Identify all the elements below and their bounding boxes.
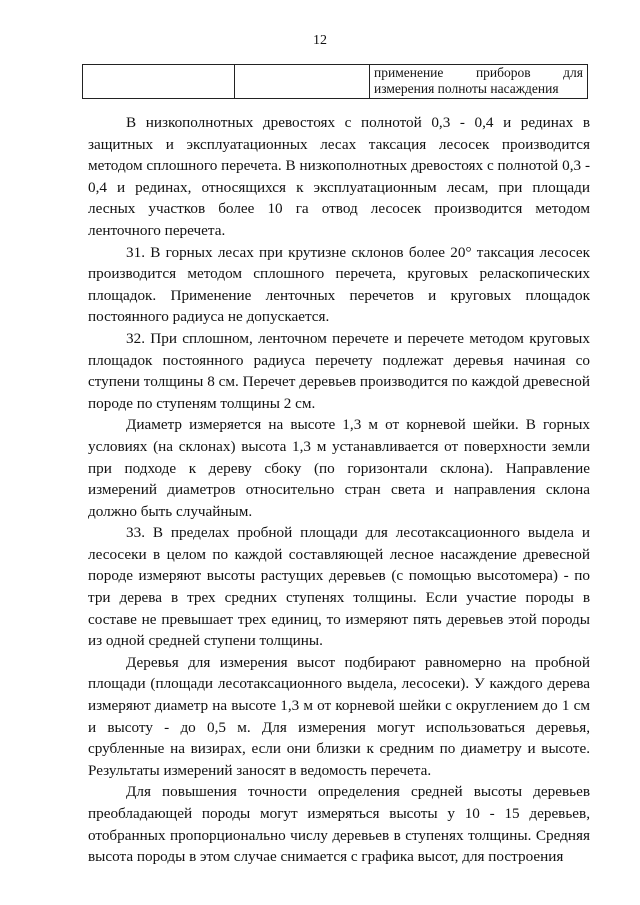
- table-row: [83, 65, 588, 99]
- table-cell-line: применение приборов для: [374, 65, 583, 80]
- table-cell-line: измерения полноты насаждения: [374, 81, 559, 96]
- continuation-table: [82, 64, 588, 99]
- page-number: 12: [313, 33, 327, 48]
- document-body: [88, 112, 590, 868]
- paragraph: В низкополнотных древостоях с полнотой 0,3 - 0,4 и рединах в защитных и эксплуатационных лесах таксация лесосек производится методом сплошного перечета. В низкополнотных древостоях с полнотой 0,3 - 0,4 и рединах, относящихся к эксплуатационным лесам, при площади лесных участков более 10 га отвод лесосек производится методом ленточного перечета.: [88, 114, 590, 239]
- table-cell-empty: [235, 65, 370, 99]
- table-cell-empty: [83, 65, 235, 99]
- paragraph: 31. В горных лесах при крутизне склонов более 20° таксация лесосек производится методом сплошного перечета, круговых реласкопических площадок. Применение ленточных перечетов и круговых площадок постоянного радиуса не допускается.: [88, 243, 590, 326]
- paragraph: 33. В пределах пробной площади для лесотаксационного выдела и лесосеки в целом по каждой составляющей лесное насаждение древесной породе измеряют высоты растущих деревьев (с помощью высотомера) - по три дерева в трех средних ступенях толщины. Если участие породы в составе не превышает трех единиц, то измеряют пять деревьев этой породы из одной средней ступени толщины.: [88, 524, 590, 650]
- paragraph: 32. При сплошном, ленточном перечете и перечете методом круговых площадок постоянного радиуса перечету подлежат деревья начиная со ступени толщины 8 см. Перечет деревьев производится по каждой древесной породе по ступеням толщины 2 см.: [88, 329, 590, 412]
- table-cell-text: [370, 65, 588, 99]
- paragraph: Для повышения точности определения средней высоты деревьев преобладающей породы могут измеряться высоты у 10 - 15 деревьев, отобранных пропорционально числу деревьев в ступенях толщины. Средняя высота породы в этом случае снимается с графика высот, для построения: [88, 783, 590, 866]
- paragraph: Диаметр измеряется на высоте 1,3 м от корневой шейки. В горных условиях (на склонах) высота 1,3 м устанавливается от поверхности земли при подходе к дереву сбоку (по горизонтали склона). Направление измерений диаметров относительно стран света и направления склона должно быть случайным.: [88, 416, 590, 520]
- paragraph: Деревья для измерения высот подбирают равномерно на пробной площади (площади лесотаксационного выдела, лесосеки). У каждого дерева измеряют диаметр на высоте 1,3 м от корневой шейки с округлением до 1 см и высоту - до 0,5 м. Для измерения могут использоваться деревья, срубленные на визирах, если они близки к средним по диаметру и высоте. Результаты измерений заносят в ведомость перечета.: [88, 653, 590, 779]
